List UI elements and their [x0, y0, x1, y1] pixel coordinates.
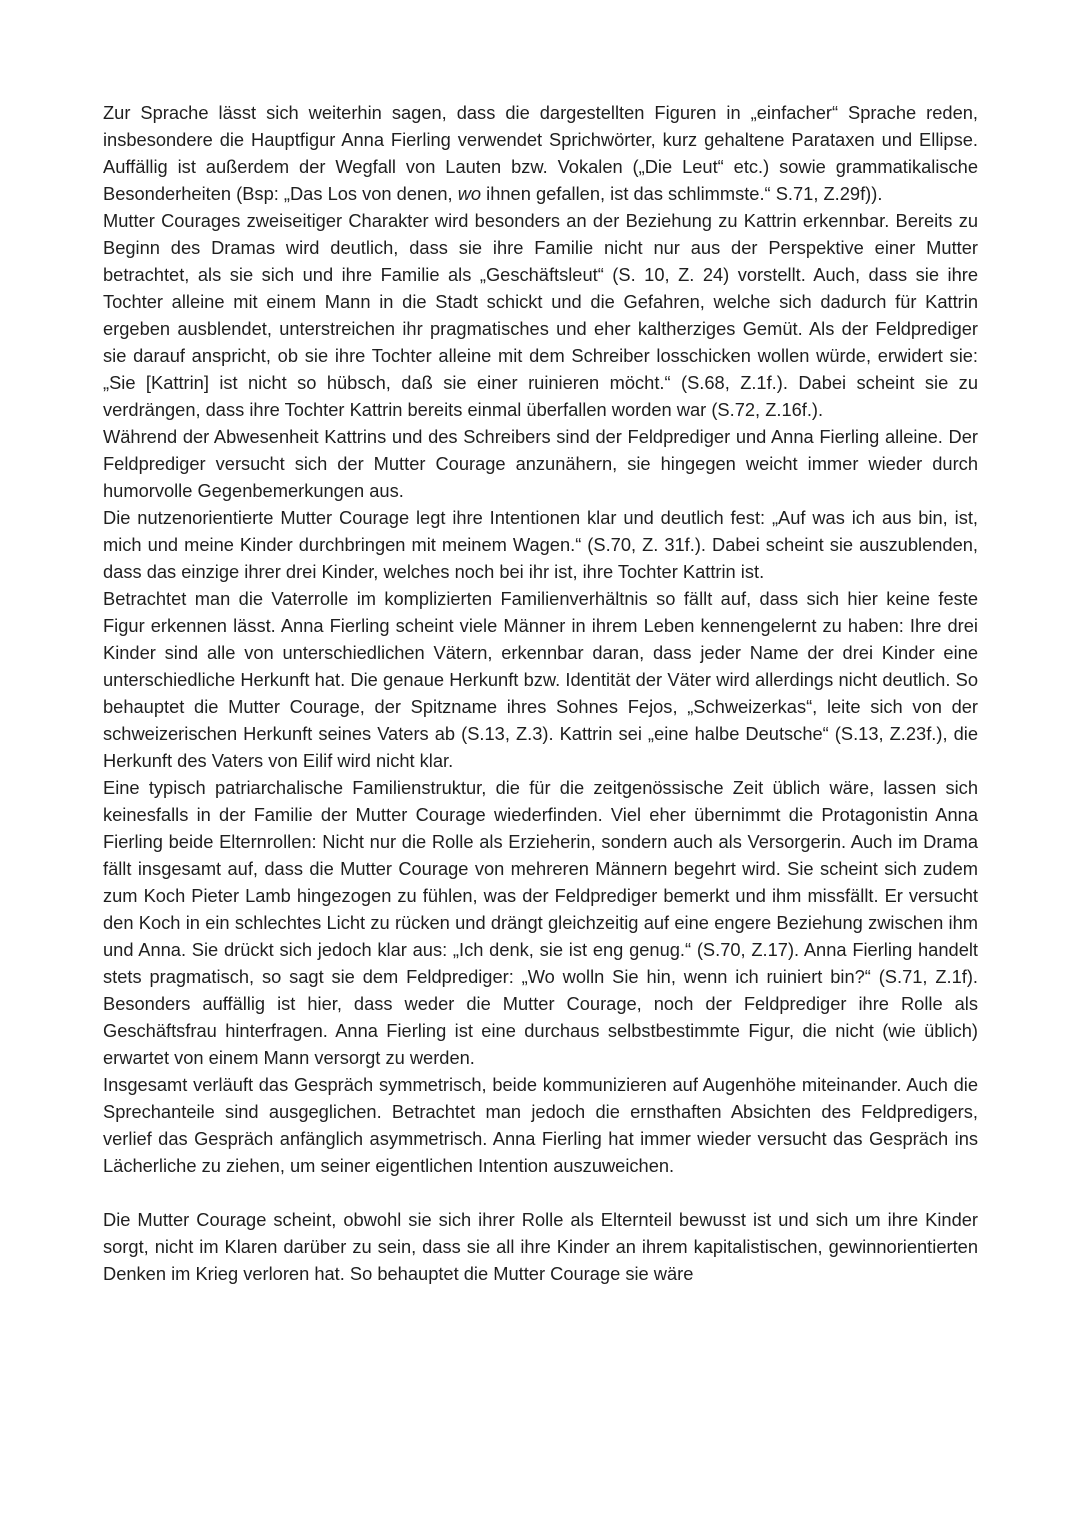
document-page — [103, 99, 978, 1287]
paragraph-conversation: Insgesamt verläuft das Gespräch symmetrisch, beide kommunizieren auf Augenhöhe miteinander. Auch die Sprechanteile sind ausgeglichen. Betrachtet man jedoch die ernsthaften Absichten des Feldpredigers, verlief das Gespräch anfänglich asymmetrisch. Anna Fierling hat immer wieder versucht das Gespräch ins Lächerliche zu ziehen, um seiner eigentlichen Intention auszuweichen. — [103, 1074, 978, 1176]
paragraph-language — [103, 99, 978, 207]
paragraph-family-structure: Eine typisch patriarchalische Familienstruktur, die für die zeitgenössische Zeit üblich wäre, lassen sich keinesfalls in der Familie der Mutter Courage wiederfinden. Viel eher übernimmt die Protagonistin Anna Fierling beide Elternrollen: Nicht nur die Rolle als Erzieherin, sondern auch als Versorgerin. Auch im Drama fällt insgesamt auf, dass die Mutter Courage von mehreren Männern begehrt wird. Sie scheint sich zudem zum Koch Pieter Lamb hingezogen zu fühlen, was der Feldprediger bemerkt und ihm missfällt. Er versucht den Koch in ein schlechtes Licht zu rücken und drängt gleichzeitig auf eine engere Beziehung zwischen ihm und Anna. Sie drückt sich jedoch klar aus: „Ich denk, sie ist eng genug.“ (S.70, Z.17). Anna Fierling handelt stets pragmatisch, so sagt sie dem Feldprediger: „Wo wolln Sie hin, wenn ich ruiniert bin?“ (S.71, Z.1f). Besonders auffällig ist hier, dass weder die Mutter Courage, noch der Feldprediger ihre Rolle als Geschäftsfrau hinterfragen. Anna Fierling ist eine durchaus selbstbestimmte Figur, die nicht (wie üblich) erwartet von einem Mann versorgt zu werden. — [103, 777, 978, 1068]
paragraph-absence: Während der Abwesenheit Kattrins und des Schreibers sind der Feldprediger und Anna Fierling alleine. Der Feldprediger versucht sich der Mutter Courage anzunähern, sie hingegen weicht immer wieder durch humorvolle Gegenbemerkungen aus. — [103, 426, 978, 501]
paragraph-language-text: Zur Sprache lässt sich weiterhin sagen, dass die dargestellten Figuren in „einfacher“ Sprache reden, insbesondere die Hauptfigur Anna Fierling verwendet Sprichwörter, kurz gehaltene Parataxen und Ellipse. Auffällig ist außerdem der Wegfall von Lauten bzw. Vokalen („Die Leut“ etc.) sowie grammatikalische Besonderheiten (Bsp: „Das Los von denen, — [103, 102, 978, 204]
paragraph-father-role: Betrachtet man die Vaterrolle im komplizierten Familienverhältnis so fällt auf, dass sich hier keine feste Figur erkennen lässt. Anna Fierling scheint viele Männer in ihrem Leben kennengelernt zu haben: Ihre drei Kinder sind alle von unterschiedlichen Vätern, erkennbar daran, dass jeder Name der drei Kinder eine unterschiedliche Herkunft hat. Die genaue Herkunft bzw. Identität der Väter wird allerdings nicht deutlich. So behauptet die Mutter Courage, der Spitzname ihres Sohnes Fejos, „Schweizerkas“, leite sich von der schweizerischen Herkunft seines Vaters ab (S.13, Z.3). Kattrin sei „eine halbe Deutsche“ (S.13, Z.23f.), die Herkunft des Vaters von Eilif wird nicht klar. — [103, 588, 978, 771]
paragraph-character: Mutter Courages zweiseitiger Charakter wird besonders an der Beziehung zu Kattrin erkennbar. Bereits zu Beginn des Dramas wird deutlich, dass sie ihre Familie nicht nur aus der Perspektive einer Mutter betrachtet, als sie sich und ihre Familie als „Geschäftsleut“ (S. 10, Z. 24) vorstellt. Auch, dass sie ihre Tochter alleine mit einem Mann in die Stadt schickt und die Gefahren, welche sich dadurch für Kattrin ergeben ausblendet, unterstreichen ihr pragmatisches und eher kaltherziges Gemüt. Als der Feldprediger sie darauf anspricht, ob sie ihre Tochter alleine mit dem Schreiber losschicken wollen würde, erwidert sie: „Sie [Kattrin] ist nicht so hübsch, daß sie einer ruinieren möcht.“ (S.68, Z.1f.). Dabei scheint sie zu verdrängen, dass ihre Tochter Kattrin bereits einmal überfallen worden war (S.72, Z.16f.). — [103, 210, 978, 420]
paragraph-language-text-end: ihnen gefallen, ist das schlimmste.“ S.71, Z.29f)). — [481, 183, 883, 204]
paragraph-conclusion: Die Mutter Courage scheint, obwohl sie sich ihrer Rolle als Elternteil bewusst ist und sich um ihre Kinder sorgt, nicht im Klaren darüber zu sein, dass sie all ihre Kinder an ihrem kapitalistischen, gewinnorientierten Denken im Krieg verloren hat. So behauptet die Mutter Courage sie wäre — [103, 1209, 978, 1284]
emphasis-wo: wo — [457, 183, 482, 204]
paragraph-intentions: Die nutzenorientierte Mutter Courage legt ihre Intentionen klar und deutlich fest: „Auf was ich aus bin, ist, mich und meine Kinder durchbringen mit meinem Wagen.“ (S.70, Z. 31f.). Dabei scheint sie auszublenden, dass das einzige ihrer drei Kinder, welches noch bei ihr ist, ihre Tochter Kattrin ist. — [103, 507, 978, 582]
